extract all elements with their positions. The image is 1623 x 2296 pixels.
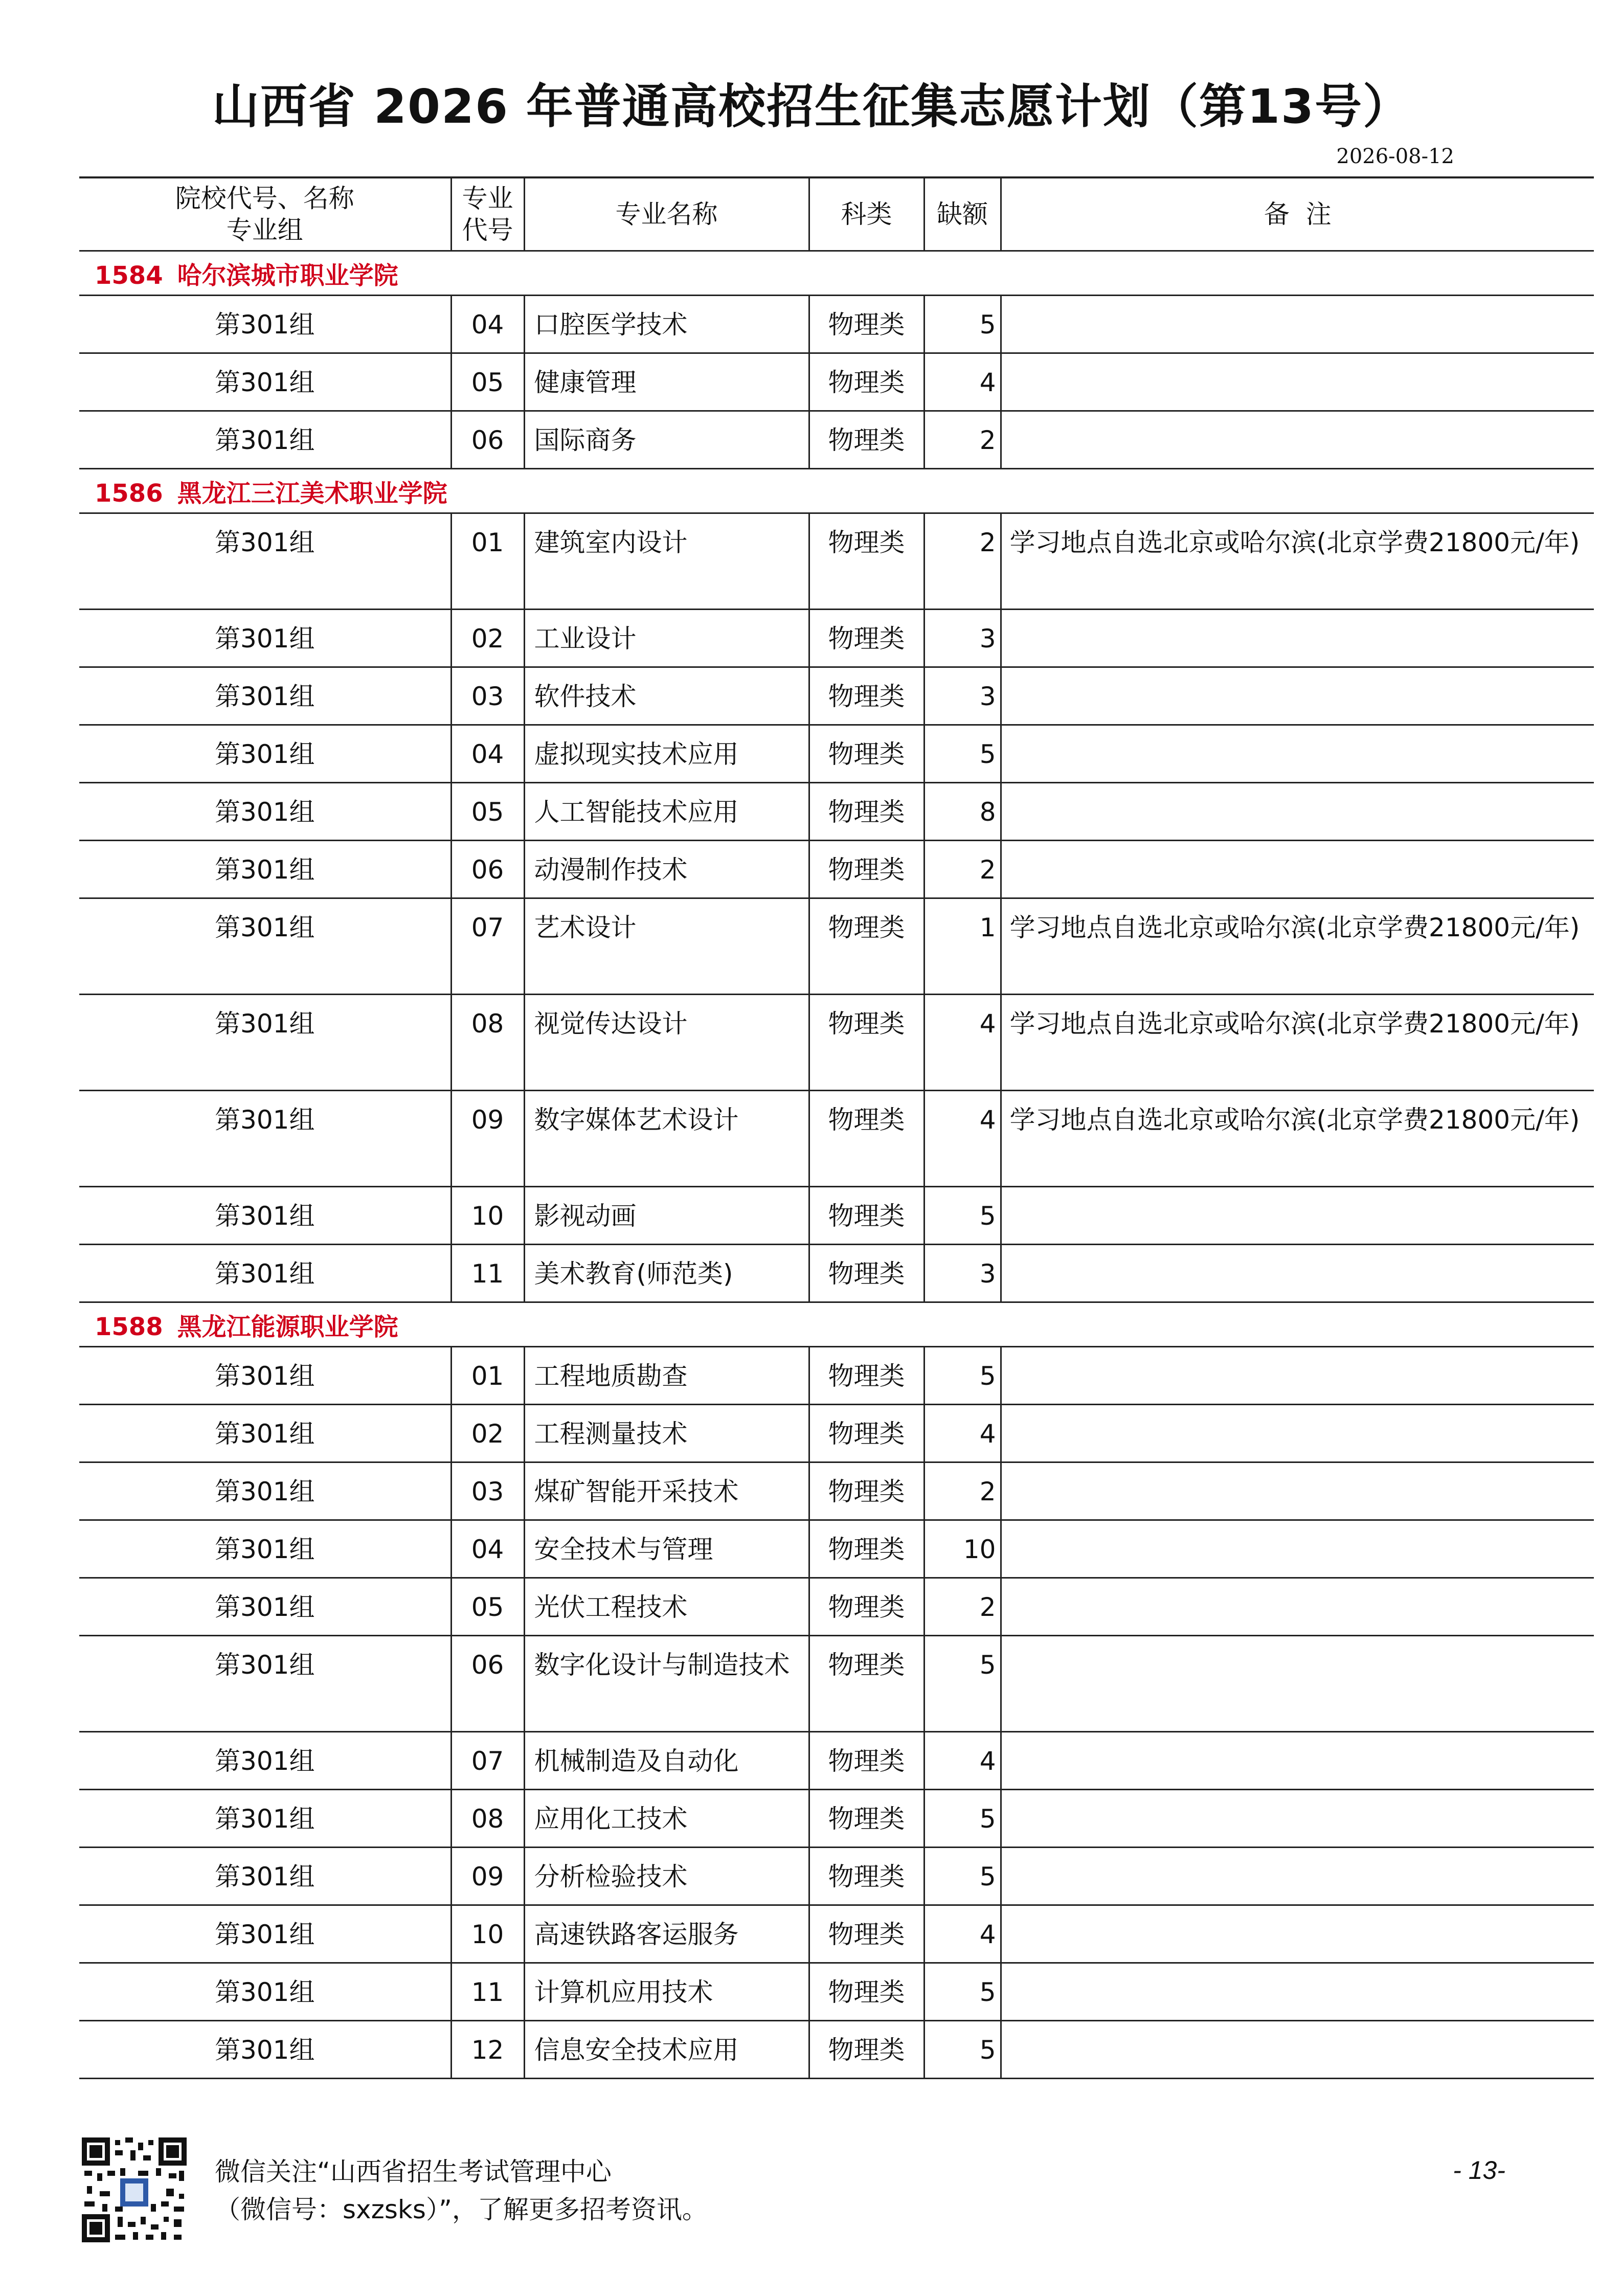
- group-cell: 第301组: [79, 1187, 451, 1245]
- note-cell: [1001, 841, 1594, 898]
- footer-line-1: 微信关注“山西省招生考试管理中心: [215, 2157, 612, 2187]
- publish-date: 2026-08-12: [1336, 145, 1454, 168]
- quota-cell: 3: [924, 667, 1001, 725]
- note-cell: [1001, 1245, 1594, 1302]
- table-row: [79, 1790, 1594, 1848]
- footer-note: [215, 2153, 708, 2229]
- major-code-cell: 10: [451, 1187, 524, 1245]
- major-name-cell: 美术教育(师范类): [524, 1245, 809, 1302]
- qr-code-icon: [82, 2137, 187, 2242]
- school-heading: [79, 251, 1594, 296]
- note-cell: [1001, 2021, 1594, 2079]
- category-cell: 物理类: [809, 1732, 924, 1790]
- major-name-cell: 光伏工程技术: [524, 1578, 809, 1636]
- footer-line-2: （微信号：sxzsks）”，了解更多招考资讯。: [215, 2195, 708, 2224]
- col-header-note: 备 注: [1001, 177, 1594, 251]
- quota-cell: 1: [924, 898, 1001, 995]
- note-cell: [1001, 1636, 1594, 1732]
- col-header-major-code: 专业 代号: [451, 177, 524, 251]
- category-cell: 物理类: [809, 1636, 924, 1732]
- major-name-cell: 影视动画: [524, 1187, 809, 1245]
- major-code-cell: 11: [451, 1245, 524, 1302]
- group-cell: 第301组: [79, 725, 451, 783]
- note-cell: [1001, 1520, 1594, 1578]
- major-name-cell: 健康管理: [524, 353, 809, 411]
- quota-cell: 4: [924, 353, 1001, 411]
- quota-cell: 4: [924, 995, 1001, 1091]
- group-cell: 第301组: [79, 783, 451, 841]
- group-cell: 第301组: [79, 1245, 451, 1302]
- page-title: 山西省 2026 年普通高校招生征集志愿计划（第13号）: [212, 79, 1411, 134]
- note-cell: [1001, 296, 1594, 353]
- major-name-cell: 艺术设计: [524, 898, 809, 995]
- table-row: [79, 353, 1594, 411]
- note-cell: [1001, 725, 1594, 783]
- school-code: 1586: [95, 479, 163, 508]
- major-name-cell: 分析检验技术: [524, 1848, 809, 1905]
- note-cell: [1001, 1963, 1594, 2021]
- table-row: [79, 1520, 1594, 1578]
- major-code-cell: 04: [451, 1520, 524, 1578]
- note-cell: [1001, 353, 1594, 411]
- note-cell: [1001, 610, 1594, 667]
- major-name-cell: 计算机应用技术: [524, 1963, 809, 2021]
- category-cell: 物理类: [809, 1848, 924, 1905]
- note-cell: [1001, 1732, 1594, 1790]
- quota-cell: 8: [924, 783, 1001, 841]
- category-cell: 物理类: [809, 841, 924, 898]
- table-row: [79, 1462, 1594, 1520]
- quota-cell: 4: [924, 1732, 1001, 1790]
- major-code-cell: 05: [451, 353, 524, 411]
- table-row: [79, 1187, 1594, 1245]
- quota-cell: 3: [924, 610, 1001, 667]
- category-cell: 物理类: [809, 353, 924, 411]
- major-name-cell: 安全技术与管理: [524, 1520, 809, 1578]
- note-cell: [1001, 1848, 1594, 1905]
- table-row: [79, 1848, 1594, 1905]
- category-cell: 物理类: [809, 667, 924, 725]
- major-name-cell: 虚拟现实技术应用: [524, 725, 809, 783]
- group-cell: 第301组: [79, 296, 451, 353]
- table-row: [79, 1091, 1594, 1187]
- major-code-cell: 01: [451, 1347, 524, 1405]
- major-code-cell: 06: [451, 411, 524, 469]
- quota-cell: 5: [924, 1790, 1001, 1848]
- page-number: - 13-: [1453, 2156, 1505, 2185]
- table-row: [79, 411, 1594, 469]
- major-code-cell: 06: [451, 841, 524, 898]
- major-name-cell: 数字媒体艺术设计: [524, 1091, 809, 1187]
- note-cell: [1001, 1462, 1594, 1520]
- table-row: [79, 610, 1594, 667]
- major-name-cell: 高速铁路客运服务: [524, 1905, 809, 1963]
- category-cell: 物理类: [809, 1091, 924, 1187]
- major-name-cell: 煤矿智能开采技术: [524, 1462, 809, 1520]
- major-name-cell: 人工智能技术应用: [524, 783, 809, 841]
- major-name-cell: 数字化设计与制造技术: [524, 1636, 809, 1732]
- group-cell: 第301组: [79, 995, 451, 1091]
- major-code-cell: 12: [451, 2021, 524, 2079]
- note-cell: [1001, 1347, 1594, 1405]
- table-row: [79, 1347, 1594, 1405]
- group-cell: 第301组: [79, 1462, 451, 1520]
- school-row: [79, 469, 1594, 513]
- major-name-cell: 机械制造及自动化: [524, 1732, 809, 1790]
- category-cell: 物理类: [809, 1347, 924, 1405]
- note-cell: 学习地点自选北京或哈尔滨(北京学费21800元/年): [1001, 513, 1594, 610]
- school-code: 1584: [95, 261, 163, 290]
- quota-cell: 2: [924, 1578, 1001, 1636]
- quota-cell: 5: [924, 2021, 1001, 2079]
- category-cell: 物理类: [809, 1405, 924, 1462]
- group-cell: 第301组: [79, 1405, 451, 1462]
- group-cell: 第301组: [79, 1636, 451, 1732]
- group-cell: 第301组: [79, 1963, 451, 2021]
- table-row: [79, 841, 1594, 898]
- category-cell: 物理类: [809, 1520, 924, 1578]
- group-cell: 第301组: [79, 353, 451, 411]
- group-cell: 第301组: [79, 1790, 451, 1848]
- note-cell: [1001, 1405, 1594, 1462]
- quota-cell: 2: [924, 411, 1001, 469]
- table-row: [79, 513, 1594, 610]
- quota-cell: 5: [924, 1347, 1001, 1405]
- school-name: 黑龙江三江美术职业学院: [177, 479, 447, 508]
- major-code-cell: 08: [451, 995, 524, 1091]
- group-cell: 第301组: [79, 2021, 451, 2079]
- major-code-cell: 07: [451, 898, 524, 995]
- group-cell: 第301组: [79, 1347, 451, 1405]
- table-row: [79, 783, 1594, 841]
- category-cell: 物理类: [809, 2021, 924, 2079]
- major-code-cell: 02: [451, 610, 524, 667]
- note-cell: 学习地点自选北京或哈尔滨(北京学费21800元/年): [1001, 995, 1594, 1091]
- note-cell: 学习地点自选北京或哈尔滨(北京学费21800元/年): [1001, 898, 1594, 995]
- major-code-cell: 04: [451, 725, 524, 783]
- category-cell: 物理类: [809, 1963, 924, 2021]
- category-cell: 物理类: [809, 610, 924, 667]
- quota-cell: 10: [924, 1520, 1001, 1578]
- group-cell: 第301组: [79, 1091, 451, 1187]
- col-header-major-name: 专业名称: [524, 177, 809, 251]
- major-code-cell: 03: [451, 1462, 524, 1520]
- major-name-cell: 工业设计: [524, 610, 809, 667]
- major-name-cell: 工程地质勘查: [524, 1347, 809, 1405]
- category-cell: 物理类: [809, 1578, 924, 1636]
- table-row: [79, 1732, 1594, 1790]
- note-cell: [1001, 783, 1594, 841]
- table-row: [79, 1245, 1594, 1302]
- major-code-cell: 05: [451, 783, 524, 841]
- quota-cell: 2: [924, 841, 1001, 898]
- major-code-cell: 10: [451, 1905, 524, 1963]
- school-heading: [79, 1302, 1594, 1347]
- table-row: [79, 898, 1594, 995]
- major-code-cell: 09: [451, 1848, 524, 1905]
- plan-table: [79, 176, 1594, 2079]
- quota-cell: 2: [924, 1462, 1001, 1520]
- major-code-cell: 03: [451, 667, 524, 725]
- major-code-cell: 09: [451, 1091, 524, 1187]
- table-row: [79, 1963, 1594, 2021]
- group-cell: 第301组: [79, 1578, 451, 1636]
- group-cell: 第301组: [79, 1848, 451, 1905]
- category-cell: 物理类: [809, 1905, 924, 1963]
- table-row: [79, 1636, 1594, 1732]
- major-code-cell: 06: [451, 1636, 524, 1732]
- note-cell: [1001, 667, 1594, 725]
- group-cell: 第301组: [79, 898, 451, 995]
- category-cell: 物理类: [809, 1790, 924, 1848]
- major-name-cell: 动漫制作技术: [524, 841, 809, 898]
- group-cell: 第301组: [79, 1905, 451, 1963]
- quota-cell: 5: [924, 296, 1001, 353]
- table-row: [79, 725, 1594, 783]
- major-code-cell: 01: [451, 513, 524, 610]
- quota-cell: 4: [924, 1405, 1001, 1462]
- category-cell: 物理类: [809, 995, 924, 1091]
- table-row: [79, 1405, 1594, 1462]
- table-row: [79, 995, 1594, 1091]
- quota-cell: 5: [924, 1848, 1001, 1905]
- category-cell: 物理类: [809, 513, 924, 610]
- note-cell: 学习地点自选北京或哈尔滨(北京学费21800元/年): [1001, 1091, 1594, 1187]
- major-name-cell: 应用化工技术: [524, 1790, 809, 1848]
- col-header-category: 科类: [809, 177, 924, 251]
- category-cell: 物理类: [809, 411, 924, 469]
- major-code-cell: 08: [451, 1790, 524, 1848]
- table-body: [79, 251, 1594, 2079]
- note-cell: [1001, 1905, 1594, 1963]
- note-cell: [1001, 411, 1594, 469]
- major-name-cell: 视觉传达设计: [524, 995, 809, 1091]
- school-name: 哈尔滨城市职业学院: [177, 261, 398, 290]
- group-cell: 第301组: [79, 610, 451, 667]
- school-heading: [79, 469, 1594, 513]
- category-cell: 物理类: [809, 783, 924, 841]
- category-cell: 物理类: [809, 1187, 924, 1245]
- major-name-cell: 软件技术: [524, 667, 809, 725]
- col-header-school: 院校代号、名称 专业组: [79, 177, 451, 251]
- major-code-cell: 02: [451, 1405, 524, 1462]
- major-code-cell: 05: [451, 1578, 524, 1636]
- major-name-cell: 信息安全技术应用: [524, 2021, 809, 2079]
- table-row: [79, 667, 1594, 725]
- quota-cell: 5: [924, 1963, 1001, 2021]
- major-name-cell: 工程测量技术: [524, 1405, 809, 1462]
- group-cell: 第301组: [79, 1520, 451, 1578]
- table-header: [79, 177, 1594, 251]
- group-cell: 第301组: [79, 1732, 451, 1790]
- col-header-quota: 缺额: [924, 177, 1001, 251]
- category-cell: 物理类: [809, 1245, 924, 1302]
- school-code: 1588: [95, 1312, 163, 1341]
- school-row: [79, 1302, 1594, 1347]
- category-cell: 物理类: [809, 725, 924, 783]
- group-cell: 第301组: [79, 667, 451, 725]
- group-cell: 第301组: [79, 411, 451, 469]
- table-row: [79, 2021, 1594, 2079]
- quota-cell: 4: [924, 1905, 1001, 1963]
- table-row: [79, 1905, 1594, 1963]
- table-row: [79, 1578, 1594, 1636]
- quota-cell: 4: [924, 1091, 1001, 1187]
- category-cell: 物理类: [809, 296, 924, 353]
- note-cell: [1001, 1187, 1594, 1245]
- quota-cell: 5: [924, 1636, 1001, 1732]
- major-code-cell: 07: [451, 1732, 524, 1790]
- major-name-cell: 口腔医学技术: [524, 296, 809, 353]
- note-cell: [1001, 1578, 1594, 1636]
- major-name-cell: 建筑室内设计: [524, 513, 809, 610]
- major-code-cell: 11: [451, 1963, 524, 2021]
- table-row: [79, 296, 1594, 353]
- category-cell: 物理类: [809, 1462, 924, 1520]
- group-cell: 第301组: [79, 513, 451, 610]
- quota-cell: 3: [924, 1245, 1001, 1302]
- note-cell: [1001, 1790, 1594, 1848]
- quota-cell: 5: [924, 1187, 1001, 1245]
- major-name-cell: 国际商务: [524, 411, 809, 469]
- quota-cell: 5: [924, 725, 1001, 783]
- major-code-cell: 04: [451, 296, 524, 353]
- group-cell: 第301组: [79, 841, 451, 898]
- school-row: [79, 251, 1594, 296]
- school-name: 黑龙江能源职业学院: [177, 1312, 398, 1341]
- quota-cell: 2: [924, 513, 1001, 610]
- category-cell: 物理类: [809, 898, 924, 995]
